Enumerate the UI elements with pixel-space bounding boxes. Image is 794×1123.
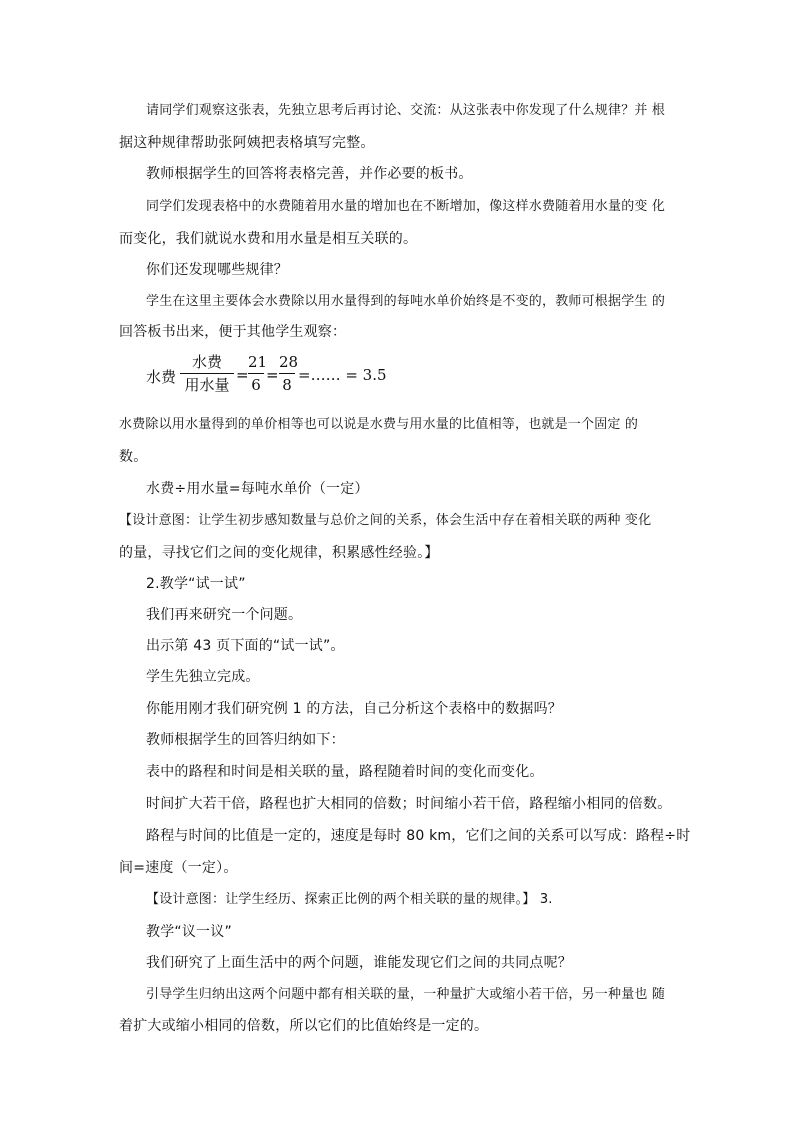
fraction-bar	[180, 373, 234, 374]
fraction-numerator: 21	[248, 353, 268, 371]
equals-sign: =	[266, 366, 279, 384]
paragraph-line: 路程与时间的比值是一定的，速度是每时 80 km，它们之间的关系可以写成：路程÷时	[146, 828, 691, 844]
paragraph-line: 而变化，我们就说水费和用水量是相互关联的。	[119, 231, 418, 247]
paragraph-line: 我们再来研究一个问题。	[146, 607, 303, 623]
fraction-21-6	[248, 352, 268, 395]
fraction-numerator: 28	[279, 353, 299, 371]
equals-sign: =	[236, 366, 249, 384]
paragraph-line: 据这种规律帮助张阿姨把表格填写完整。	[119, 135, 375, 151]
fraction-numerator: 水费	[191, 353, 222, 371]
section-heading: 2.教学“试一试”	[146, 576, 246, 592]
paragraph-line: 我们研究了上面生活中的两个问题，谁能发现它们之间的共同点呢？	[146, 955, 572, 971]
fraction-water-fee-per-usage	[180, 352, 234, 395]
paragraph-line: 你们还发现哪些规律？	[146, 262, 288, 278]
formula-tail: =…… = 3.5	[298, 366, 387, 384]
paragraph-line: 同学们发现表格中的水费随着用水量的增加也在不断增加，像这样水费随着用水量的变 化	[146, 199, 666, 214]
paragraph-line: 你能用刚才我们研究例 1 的方法，自己分析这个表格中的数据吗？	[146, 701, 563, 717]
paragraph-line: 【设计意图：让学生初步感知数量与总价之间的关系，体会生活中存在着相关联的两种 变化	[119, 513, 652, 528]
paragraph-line: 时间扩大若干倍，路程也扩大相同的倍数；时间缩小若干倍，路程缩小相同的倍数。	[146, 796, 672, 812]
paragraph-line: 出示第 43 页下面的“试一试”。	[146, 638, 345, 654]
fraction-denominator: 8	[282, 376, 292, 394]
paragraph-line: 着扩大或缩小相同的倍数，所以它们的比值始终是一定的。	[119, 1018, 489, 1034]
paragraph-line: 回答板书出来，便于其他学生观察：	[119, 324, 347, 340]
paragraph-line: 水费÷用水量=每吨水单价（一定）	[146, 481, 369, 497]
paragraph-line: 引导学生归纳出这两个问题中都有相关联的量，一种量扩大或缩小若干倍，另一种量也 随	[146, 987, 666, 1002]
paragraph-line: 教师根据学生的回答归纳如下：	[146, 732, 345, 748]
paragraph-line: 水费除以用水量得到的单价相等也可以说是水费与用水量的比值相等，也就是一个固定 的	[119, 417, 639, 432]
paragraph-line: 请同学们观察这张表，先独立思考后再讨论、交流：从这张表中你发现了什么规律？并 根	[146, 103, 666, 118]
paragraph-line: 的量，寻找它们之间的变化规律，积累感性经验。】	[119, 545, 439, 561]
paragraph-line: 【设计意图：让学生经历、探索正比例的两个相关联的量的规律。】 3.	[146, 892, 553, 907]
fraction-denominator: 6	[251, 376, 261, 394]
formula-label: 水费	[146, 368, 177, 386]
paragraph-line: 间=速度（一定）。	[119, 860, 238, 876]
paragraph-line: 学生先独立完成。	[146, 669, 260, 685]
fraction-bar	[279, 373, 295, 374]
paragraph-line: 表中的路程和时间是相关联的量，路程随着时间的变化而变化。	[146, 764, 544, 780]
fraction-denominator: 用水量	[184, 376, 230, 394]
fraction-bar	[248, 373, 264, 374]
paragraph-line: 教师根据学生的回答将表格完善，并作必要的板书。	[146, 166, 473, 182]
paragraph-line: 数。	[119, 449, 148, 465]
paragraph-line: 学生在这里主要体会水费除以用水量得到的每吨水单价始终是不变的，教师可根据学生 的	[146, 294, 666, 309]
section-heading: 教学“议一议”	[146, 924, 232, 940]
fraction-28-8	[279, 352, 299, 395]
